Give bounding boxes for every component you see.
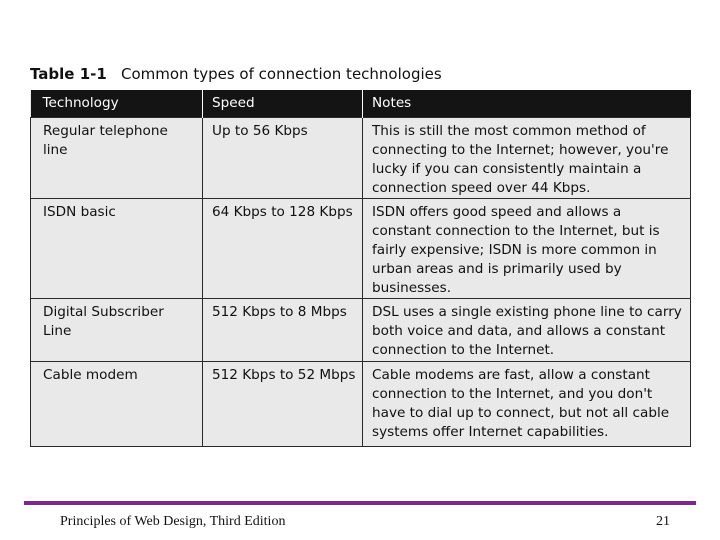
speed-cell: 512 Kbps to 52 Mbps [203,362,363,447]
table-row [31,118,691,199]
table-row [31,199,691,299]
table-number: Table 1-1 [30,65,107,83]
table-header-row [31,90,691,118]
speed-cell: 512 Kbps to 8 Mbps [203,299,363,362]
column-header-notes: Notes [363,90,691,118]
speed-cell: 64 Kbps to 128 Kbps [203,199,363,299]
technology-cell: Cable modem [31,362,203,447]
notes-cell: ISDN offers good speed and allows a constant connection to the Internet, but is fairly expensive; ISDN is more common in urban areas and is primarily used by businesses. [363,199,691,299]
notes-cell: Cable modems are fast, allow a constant connection to the Internet, and you don't have to dial up to connect, but not all cable systems offer Internet capabilities. [363,362,691,447]
column-header-speed: Speed [203,90,363,118]
table-title: Common types of connection technologies [121,65,442,83]
technology-cell: Digital Subscriber Line [31,299,203,362]
technology-cell: Regular telephone line [31,118,203,199]
table-caption [30,62,442,86]
table-row [31,299,691,362]
page-number: 21 [656,514,670,529]
notes-cell: DSL uses a single existing phone line to carry both voice and data, and allows a constant connection to the Internet. [363,299,691,362]
column-header-technology: Technology [31,90,203,118]
footer-book-title: Principles of Web Design, Third Edition [60,514,286,529]
footer-divider [24,501,696,505]
notes-cell: This is still the most common method of connecting to the Internet; however, you're lucky if you can consistently maintain a connection speed over 44 Kbps. [363,118,691,199]
speed-cell: Up to 56 Kbps [203,118,363,199]
table-row [31,362,691,447]
technology-cell: ISDN basic [31,199,203,299]
connection-technologies-table [30,90,691,447]
